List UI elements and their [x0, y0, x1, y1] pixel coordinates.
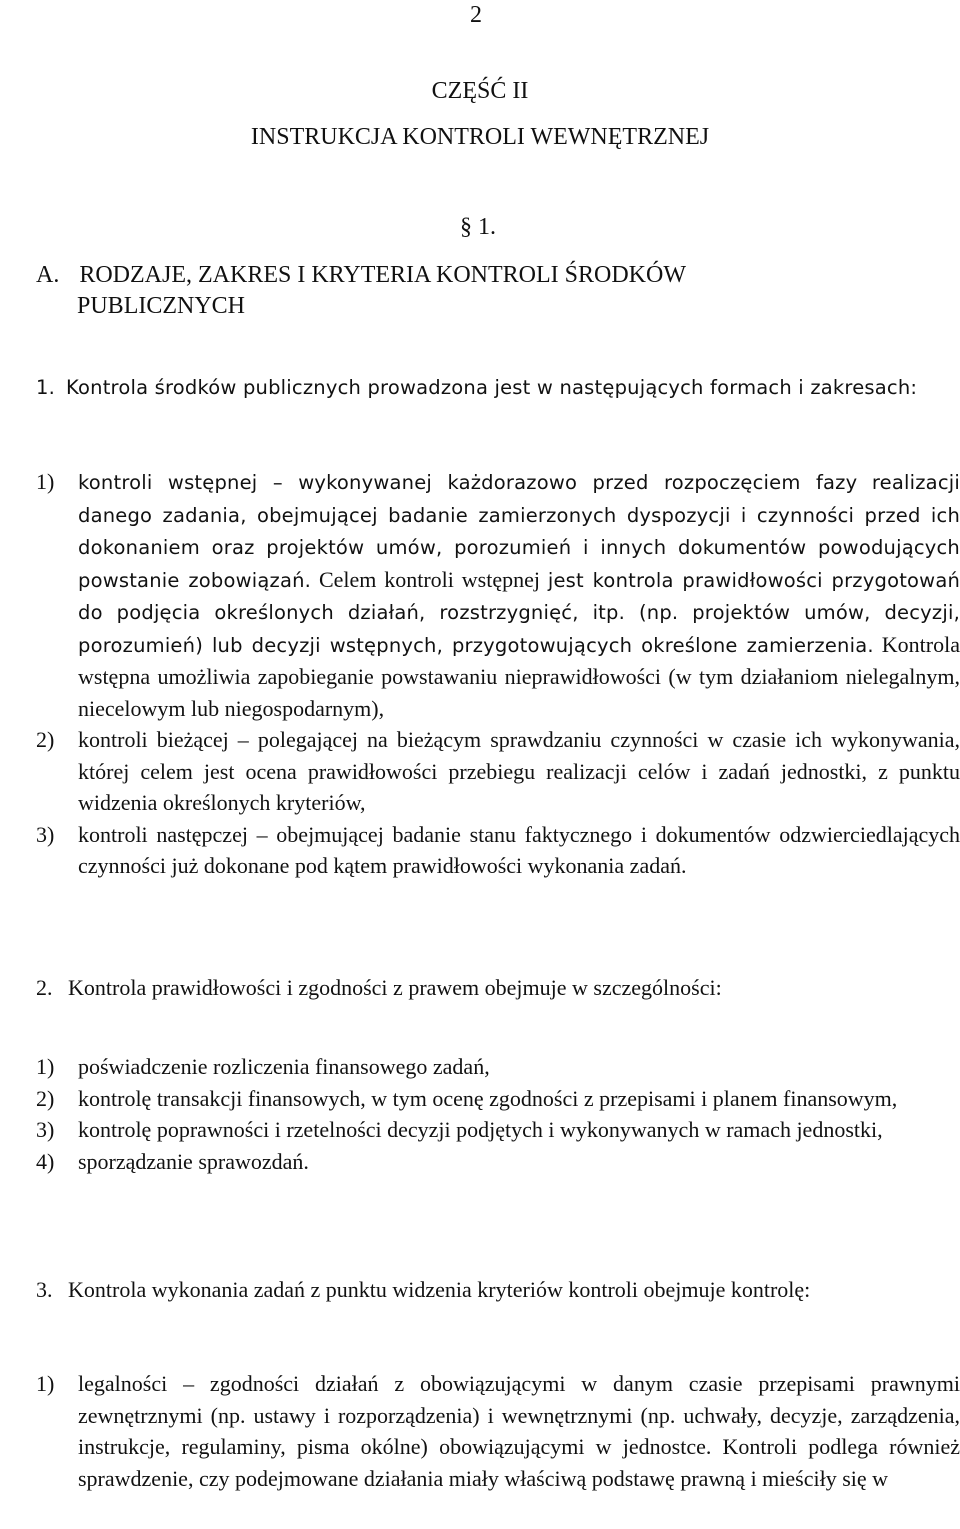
point-2-items: [36, 1051, 960, 1177]
list-item: [36, 1083, 960, 1115]
section-letter: A.: [36, 262, 60, 288]
item-text: poświadczenie rozliczenia finansowego zadań,: [78, 1054, 490, 1079]
list-item: [36, 724, 960, 819]
item-number: 3): [36, 821, 55, 847]
list-item: [36, 1146, 960, 1178]
section-title-line1: RODZAJE, ZAKRES I KRYTERIA KONTROLI ŚRODKÓW: [79, 262, 686, 288]
page-number: 2: [470, 2, 482, 28]
point-2: [36, 972, 960, 1004]
item-text-part-d: jest kontrola prawidłowości przygotowań do podjęcia określonych działań, rozstrzygnięć, itp. (np. projektów umów, decyzji, porozumień) lub decyzji wstępnych, przygotowujących określone zamierzenia.: [78, 568, 960, 657]
list-item: [36, 1368, 960, 1494]
title-block: [0, 68, 960, 160]
item-text: legalności – zgodności działań z obowiązującymi w danym czasie przepisami prawnymi zewnętrznymi (np. ustawy i rozporządzenia) i wewnętrznymi (np. uchwały, decyzje, zarządzenia, instrukcje, regulaminy, pisma okólne) obowiązującymi w jednostce. Kontroli podlega również sprawdzenie, czy podejmowane działania miały właściwą podstawę prawną i mieściły się w: [78, 1371, 960, 1491]
item-text: kontroli bieżącej – polegającej na bieżącym sprawdzaniu czynności w czasie ich wykonywania, której celem jest ocena prawidłowości przebiegu realizacji celów i zadań jednostki, z punktu widzenia określonych kryteriów,: [78, 727, 960, 815]
item-text-part-a: kontroli wstępnej – wykonywanej każdorazowo przed rozpoczęciem fazy: [78, 471, 858, 494]
item-number: 1): [36, 1054, 55, 1079]
item-text: sporządzanie sprawozdań.: [78, 1148, 309, 1174]
point-number: 1.: [36, 376, 56, 399]
list-item: [36, 1051, 960, 1083]
part-title: CZĘŚĆ II: [431, 78, 529, 104]
section-heading: [36, 260, 916, 322]
item-number: 3): [36, 1117, 55, 1142]
item-number: 2): [36, 727, 55, 752]
paragraph-mark: § 1.: [460, 214, 496, 240]
list-item: [36, 819, 960, 882]
item-number: 1): [36, 1371, 55, 1396]
list-item: [36, 1114, 960, 1146]
item-text-part-c: Celem kontroli wstępnej: [318, 566, 540, 592]
item-text: kontrolę poprawności i rzetelności decyzji podjętych i wykonywanych w ramach jednostki,: [78, 1117, 883, 1142]
point-1: [36, 372, 960, 404]
item-number: 4): [36, 1148, 55, 1174]
point-1-items: [36, 466, 960, 882]
point-intro: Kontrola środków publicznych prowadzona jest w następujących formach i zakresach:: [66, 376, 918, 399]
item-text: [78, 466, 960, 724]
point-number: 2.: [36, 975, 53, 1000]
instruction-title: INSTRUKCJA KONTROLI WEWNĘTRZNEJ: [250, 124, 710, 150]
point-intro: Kontrola wykonania zadań z punktu widzenia kryteriów kontroli obejmuje kontrolę:: [68, 1277, 811, 1302]
point-3: [36, 1274, 960, 1306]
item-text-part-e: Kontrola wstępna umożliwia zapobieganie powstawaniu nieprawidłowości (w tym działaniom nielegalnym, niecelowym lub niegospodarnym),: [78, 631, 960, 721]
item-number: 2): [36, 1085, 55, 1111]
section-title-line2: PUBLICZNYCH: [77, 293, 246, 319]
item-text: kontroli następczej – obejmującej badanie stanu faktycznego i dokumentów odzwierciedlających czynności już dokonane pod kątem prawidłowości wykonania zadań.: [78, 821, 960, 878]
point-intro: Kontrola prawidłowości i zgodności z prawem obejmuje w szczególności:: [68, 975, 722, 1000]
item-text-part-b: realizacji danego zadania, obejmującej badanie zamierzonych dyspozycji i czynności przed ich dokonaniem oraz projektów umów, porozumień i innych dokumentów powodujących powstanie zobowiązań.: [78, 471, 960, 592]
point-3-items: [36, 1368, 960, 1494]
item-text: kontrolę transakcji finansowych, w tym ocenę zgodności z przepisami i planem finansowym,: [78, 1085, 898, 1111]
point-number: 3.: [36, 1277, 53, 1302]
list-item: [36, 466, 960, 724]
item-number: 1): [36, 469, 55, 494]
